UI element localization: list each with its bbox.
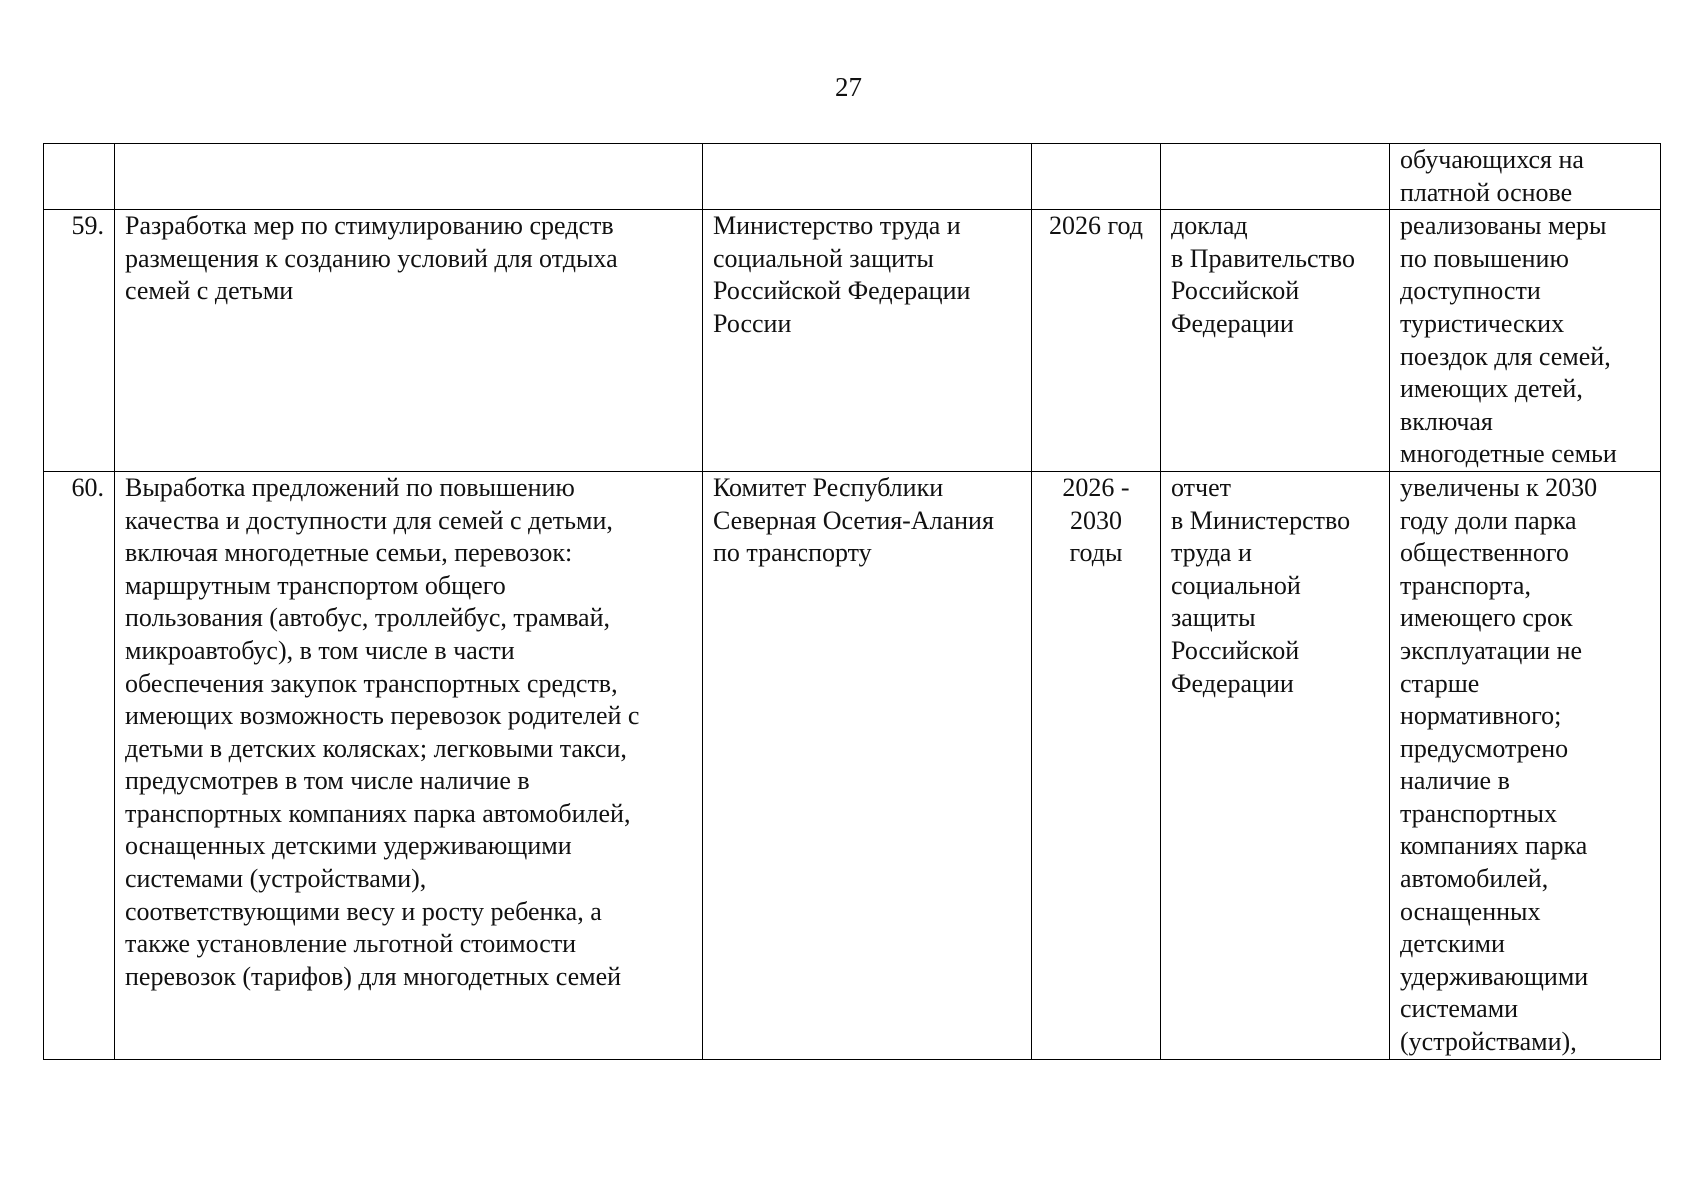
measure-line: микроавтобус), в том числе в части	[125, 635, 515, 665]
term-line: 2030	[1070, 505, 1122, 535]
indicator-line: платной основе	[1400, 177, 1573, 207]
indicator-line: реализованы меры	[1400, 211, 1607, 241]
indicator-line: оснащенных	[1400, 896, 1541, 926]
result-type-cell	[1161, 471, 1390, 1059]
measure-line: также установление льготной стоимости	[125, 929, 577, 959]
indicator-line: обучающихся на	[1400, 145, 1584, 174]
indicator-line: году доли парка	[1400, 505, 1577, 535]
measure-line: транспортных компаниях парка автомобилей,	[125, 798, 631, 828]
term-cell	[1032, 471, 1161, 1059]
table-row-60	[44, 471, 1661, 1059]
indicator-line: многодетные семьи	[1400, 439, 1617, 469]
term-line: годы	[1069, 538, 1123, 568]
indicator-cell	[1390, 144, 1661, 210]
result-type-cell	[1161, 144, 1390, 210]
result-type-line: труда и	[1171, 538, 1252, 568]
measure-line: имеющих возможность перевозок родителей с	[125, 701, 640, 731]
measure-line: обеспечения закупок транспортных средств,	[125, 668, 618, 698]
indicator-line: доступности	[1400, 276, 1541, 306]
indicator-line: (устройствами),	[1400, 1027, 1577, 1057]
indicator-line: имеющего срок	[1400, 603, 1573, 633]
indicator-line: нормативного;	[1400, 701, 1562, 731]
measure-line: семей с детьми	[125, 276, 294, 306]
row-number-cell	[44, 144, 115, 210]
measure-line: детьми в детских колясках; легковыми такси,	[125, 733, 627, 763]
responsible-line: Министерство труда и	[713, 211, 961, 241]
indicator-line: имеющих детей,	[1400, 374, 1583, 404]
result-type-line: Российской	[1171, 635, 1300, 665]
term-cell	[1032, 144, 1161, 210]
row-number-cell	[44, 471, 115, 1059]
indicator-cell	[1390, 471, 1661, 1059]
responsible-line: России	[713, 308, 792, 338]
indicator-cell	[1390, 210, 1661, 472]
measure-cell	[115, 144, 703, 210]
term-line: 2026 -	[1062, 472, 1130, 502]
indicator-line: удерживающими	[1400, 961, 1589, 991]
responsible-line: Комитет Республики	[713, 472, 944, 502]
term-line: 2026 год	[1049, 211, 1143, 241]
measures-table-body	[44, 144, 1661, 1060]
measure-line: маршрутным транспортом общего	[125, 570, 506, 600]
measure-cell	[115, 210, 703, 472]
indicator-line: включая	[1400, 406, 1493, 436]
responsible-line: Российской Федерации	[713, 276, 971, 306]
measure-line: оснащенных детскими удерживающими	[125, 831, 572, 861]
measure-line: перевозок (тарифов) для многодетных семей	[125, 961, 622, 991]
measure-line: системами (устройствами),	[125, 864, 427, 894]
responsible-cell	[703, 471, 1032, 1059]
indicator-line: поездок для семей,	[1400, 341, 1611, 371]
result-type-line: Российской	[1171, 276, 1300, 306]
indicator-line: компаниях парка	[1400, 831, 1588, 861]
indicator-line: транспортных	[1400, 798, 1557, 828]
measure-line: пользования (автобус, троллейбус, трамвай,	[125, 603, 610, 633]
row-number: 60.	[71, 472, 104, 502]
measure-cell	[115, 471, 703, 1059]
table-row-continuation	[44, 144, 1661, 210]
measure-line: включая многодетные семьи, перевозок:	[125, 538, 573, 568]
indicator-line: общественного	[1400, 538, 1569, 568]
measure-line: Выработка предложений по повышению	[125, 472, 575, 502]
measure-line: соответствующими весу и росту ребенка, а	[125, 896, 602, 926]
responsible-cell	[703, 210, 1032, 472]
measure-line: предусмотрев в том числе наличие в	[125, 766, 530, 796]
result-type-line: доклад	[1171, 211, 1248, 241]
indicator-line: наличие в	[1400, 766, 1510, 796]
responsible-line: Северная Осетия-Алания	[713, 505, 994, 535]
row-number-cell	[44, 210, 115, 472]
indicator-line: системами	[1400, 994, 1519, 1024]
responsible-line: социальной защиты	[713, 243, 934, 273]
result-type-line: защиты	[1171, 603, 1256, 633]
responsible-cell	[703, 144, 1032, 210]
row-number: 59.	[71, 211, 104, 241]
indicator-line: увеличены к 2030	[1400, 472, 1598, 502]
result-type-line: отчет	[1171, 472, 1231, 502]
indicator-line: старше	[1400, 668, 1480, 698]
result-type-line: Федерации	[1171, 668, 1294, 698]
result-type-line: в Министерство	[1171, 505, 1351, 535]
indicator-line: туристических	[1400, 308, 1565, 338]
result-type-line: Федерации	[1171, 308, 1294, 338]
term-cell	[1032, 210, 1161, 472]
result-type-line: в Правительство	[1171, 243, 1356, 273]
measures-table	[43, 143, 1661, 1060]
measure-line: качества и доступности для семей с детьми,	[125, 505, 613, 535]
result-type-cell	[1161, 210, 1390, 472]
indicator-line: детскими	[1400, 929, 1505, 959]
measure-line: Разработка мер по стимулированию средств	[125, 211, 614, 241]
result-type-line: социальной	[1171, 570, 1301, 600]
indicator-line: транспорта,	[1400, 570, 1531, 600]
measure-line: размещения к созданию условий для отдыха	[125, 243, 618, 273]
table-row-59	[44, 210, 1661, 472]
indicator-line: предусмотрено	[1400, 733, 1569, 763]
indicator-line: эксплуатации не	[1400, 635, 1583, 665]
page-number: 27	[835, 72, 862, 102]
indicator-line: по повышению	[1400, 243, 1569, 273]
responsible-line: по транспорту	[713, 538, 872, 568]
indicator-line: автомобилей,	[1400, 864, 1549, 894]
